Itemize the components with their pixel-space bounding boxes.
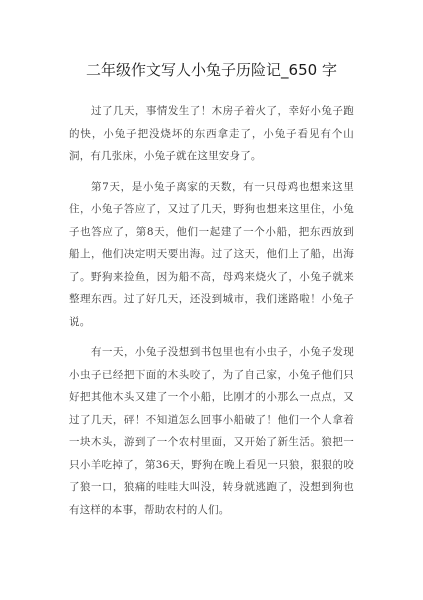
paragraph-2: 第7天，是小兔子离家的天数，有一只母鸡也想来这里住，小兔子答应了，又过了几天，野狗也想来这里住，小兔子也答应了，第8天，他们一起建了一个小船，把东西放到船上，他们决定明天要出海。过了这天，他们上了船，出海了。野狗来捡鱼，因为船不高，母鸡来烧火了，小兔子就来整理东西。过了好几天，还没到城市，我们迷路啦！小兔子说。	[69, 180, 354, 328]
paragraph-3: 有一天，小兔子没想到书包里也有小虫子，小兔子发现小虫子已经把下面的木头咬了，为了自己家，小兔子他们只好把其他木头又建了一个小船，比刚才的小那么一点点，又过了几天，砰！不知道怎么回事小船破了！他们一个人拿着一块木头，游到了一个农村里面，又开始了新生活。狼把一只小羊吃掉了，第36天，野狗在晚上看见一只狼，狠狠的咬了狼一口，狼痛的哇哇大叫没，转身就逃跑了，没想到狗也有这样的本事，帮助农村的人们。	[69, 346, 354, 516]
paragraph-1: 过了几天，事情发生了！木房子着火了，幸好小兔子跑的快，小兔子把没烧坏的东西拿走了，小兔子看见有个山洞，有几张床，小兔子就在这里安身了。	[69, 105, 354, 162]
document-title: 二年级作文写人小兔子历险记_650 字	[86, 61, 337, 79]
document-body	[69, 100, 354, 521]
